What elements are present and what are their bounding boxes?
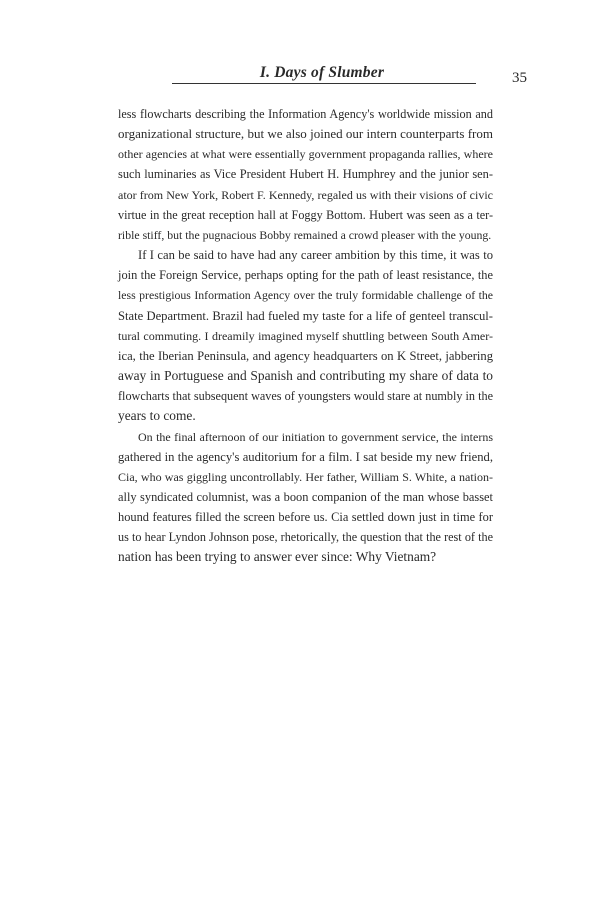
text-line: ator from New York, Robert F. Kennedy, regaled us with their visions of civic: [118, 187, 493, 202]
text-line: organizational structure, but we also joined our intern counterparts from: [118, 126, 493, 142]
text-line: other agencies at what were essentially government propaganda rallies, where: [118, 147, 493, 162]
paragraph-3: [118, 427, 493, 568]
text-line: virtue in the great reception hall at Foggy Bottom. Hubert was seen as a ter-: [118, 207, 493, 222]
text-line: such luminaries as Vice President Hubert H. Humphrey and the junior sen-: [118, 167, 493, 182]
text-line: years to come.: [118, 408, 196, 424]
text-line: less flowcharts describing the Information Agency's worldwide mission and: [118, 107, 493, 121]
text-line: Cia, who was giggling uncontrollably. Her father, William S. White, a nation-: [118, 469, 493, 484]
body-text: [118, 104, 493, 568]
text-line: us to hear Lyndon Johnson pose, rhetorically, the question that the rest of the: [118, 530, 493, 545]
text-line: nation has been trying to answer ever since: Why Vietnam?: [118, 549, 437, 565]
text-line: join the Foreign Service, perhaps opting for the path of least resistance, the: [118, 268, 493, 283]
paragraph-1: [118, 104, 493, 245]
text-line: ica, the Iberian Peninsula, and agency headquarters on K Street, jabbering: [118, 348, 493, 363]
text-line: rible stiff, but the pugnacious Bobby remained a crowd pleaser with the young.: [118, 227, 492, 242]
text-line: If I can be said to have had any career ambition by this time, it was to: [138, 248, 493, 263]
text-line: hound features filled the screen before us. Cia settled down just in time for: [118, 510, 493, 525]
text-line: On the final afternoon of our initiation to government service, the interns: [138, 429, 493, 444]
text-line: tural commuting. I dreamily imagined myself shuttling between South Amer-: [118, 328, 493, 343]
header-rule: [172, 83, 476, 84]
text-line: away in Portuguese and Spanish and contributing my share of data to: [118, 368, 493, 384]
text-line: flowcharts that subsequent waves of youngsters would stare at numbly in the: [118, 389, 493, 404]
text-line: ally syndicated columnist, was a boon companion of the man whose basset: [118, 489, 493, 504]
page-number: 35: [512, 70, 527, 86]
text-line: less prestigious Information Agency over the truly formidable challenge of the: [118, 288, 493, 303]
paragraph-2: [118, 245, 493, 426]
text-line: State Department. Brazil had fueled my taste for a life of genteel transcul-: [118, 308, 493, 323]
text-line: gathered in the agency's auditorium for a film. I sat beside my new friend,: [118, 449, 493, 464]
running-head: I. Days of Slumber: [259, 64, 385, 81]
